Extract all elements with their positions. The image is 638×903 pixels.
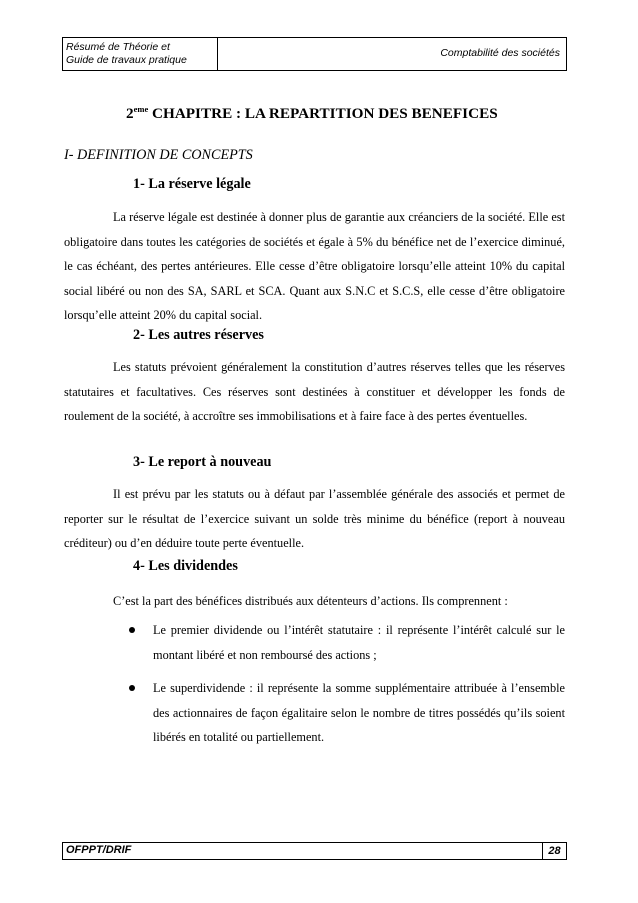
subsection-heading-report-a-nouveau: 3- Le report à nouveau — [133, 454, 272, 470]
bullet-icon — [129, 627, 135, 633]
page-number: 28 — [542, 843, 566, 859]
dividendes-intro: C’est la part des bénéfices distribués aux détenteurs d’actions. Ils comprennent : — [113, 594, 508, 608]
bullet-text: Le superdividende : il représente la somme supplémentaire attribuée à l’ensemble des actionnaires de façon égalitaire selon le nombre de titres possédés qu’ils soient libérés en totalité ou partiellement. — [153, 681, 565, 744]
page-footer — [62, 842, 567, 860]
footer-organization: OFPPT/DRIF — [66, 844, 132, 856]
paragraph-autres-reserves: Les statuts prévoient généralement la constitution d’autres réserves telles que les réserves statutaires et facultatives. Ces réserves sont destinées à constituer et développer les fonds de roulement de la société, à accroître ses immobilisations et à faire face à des pertes éventuelles. — [64, 360, 565, 423]
chapter-title — [126, 104, 498, 123]
bullet-item-premier-dividende — [113, 618, 565, 667]
chapter-title-text: CHAPITRE : LA REPARTITION DES BENEFICES — [148, 105, 498, 122]
header-left-line1: Résumé de Théorie et — [66, 41, 170, 53]
paragraph-report-a-nouveau: Il est prévu par les statuts ou à défaut par l’assemblée générale des associés et permet de reporter sur le résultat de l’exercice suivant un solde très minime du bénéfice (report à nouveau créditeur) ou d’en déduire toute perte éventuelle. — [64, 487, 565, 550]
bullet-icon — [129, 685, 135, 691]
bullet-text: Le premier dividende ou l’intérêt statutaire : il représente l’intérêt calculé sur le montant libéré et non remboursé des actions ; — [153, 623, 565, 662]
section-heading: I- DEFINITION DE CONCEPTS — [64, 147, 253, 163]
dividendes-bullet-list — [113, 618, 565, 759]
page-header — [62, 37, 567, 71]
header-left-line2: Guide de travaux pratique — [66, 54, 187, 66]
subsection-heading-dividendes: 4- Les dividendes — [133, 558, 238, 574]
bullet-item-superdividende — [113, 676, 565, 750]
chapter-number-suffix: eme — [133, 104, 149, 114]
header-right-title: Comptabilité des sociétés — [440, 47, 560, 59]
header-left-cell — [63, 38, 218, 70]
chapter-number: 2 — [126, 105, 134, 122]
paragraph-reserve-legale: La réserve légale est destinée à donner plus de garantie aux créanciers de la société. Elle est obligatoire dans toutes les catégories de sociétés et égale à 5% du bénéfice net de l’exercice diminué, le cas échéant, des pertes antérieures. Elle cesse d’être obligatoire lorsqu’elle atteint 10% du capital social libéré ou non des SA, SARL et SCA. Quant aux S.N.C et S.C.S, elle cesse d’être obligatoire lorsqu’elle atteint 20% du capital social. — [64, 210, 565, 322]
subsection-heading-reserve-legale: 1- La réserve légale — [133, 176, 251, 192]
subsection-heading-autres-reserves: 2- Les autres réserves — [133, 327, 264, 343]
